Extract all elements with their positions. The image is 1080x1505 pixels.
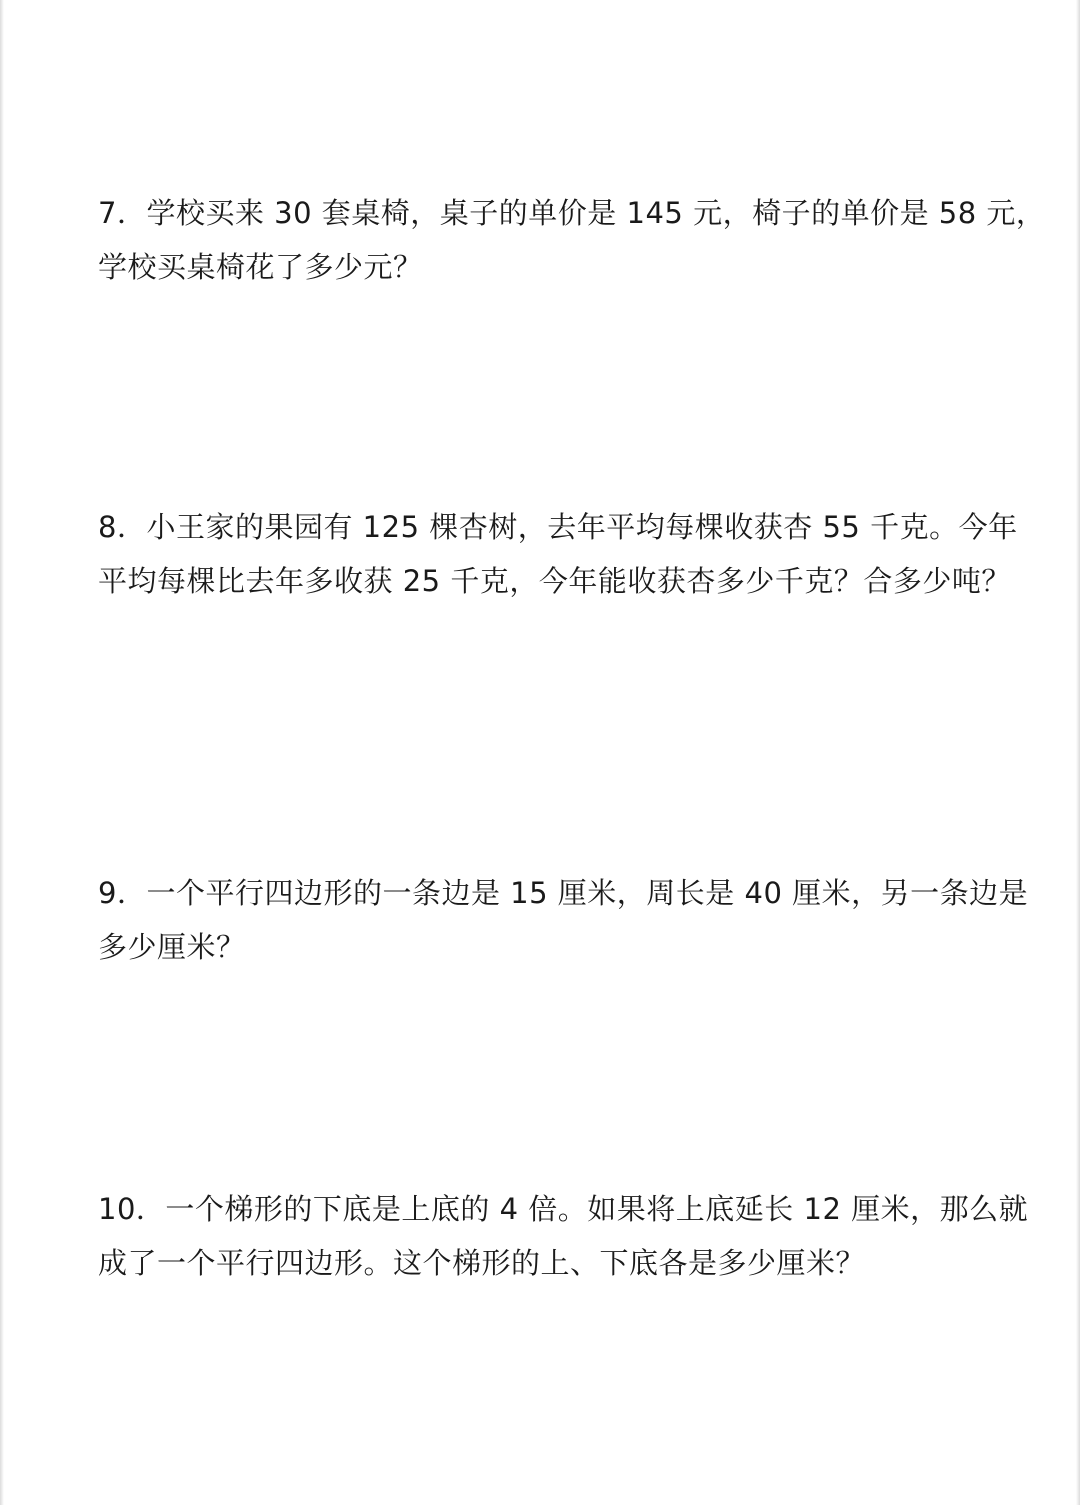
problem-8-line-2: 平均每棵比去年多收获 25 千克，今年能收获杏多少千克？合多少吨？ bbox=[98, 564, 1011, 598]
problem-10-line-2: 成了一个平行四边形。这个梯形的上、下底各是多少厘米？ bbox=[98, 1246, 866, 1280]
problem-9-line-1: 9．一个平行四边形的一条边是 15 厘米，周长是 40 厘米，另一条边是 bbox=[98, 876, 1029, 910]
page-edge bbox=[1076, 0, 1080, 1505]
problem-10-line-1: 10．一个梯形的下底是上底的 4 倍。如果将上底延长 12 厘米，那么就 bbox=[98, 1192, 1029, 1226]
problem-9 bbox=[98, 866, 1029, 974]
page-edge bbox=[0, 0, 4, 1505]
problem-7-line-2: 学校买桌椅花了多少元？ bbox=[98, 250, 423, 284]
problem-7-line-1: 7．学校买来 30 套桌椅，桌子的单价是 145 元，椅子的单价是 58 元， bbox=[98, 196, 1046, 230]
problem-10 bbox=[98, 1182, 1029, 1290]
problem-8 bbox=[98, 500, 1018, 608]
problem-7 bbox=[98, 186, 1046, 294]
problem-9-line-2: 多少厘米？ bbox=[98, 930, 246, 964]
problem-8-line-1: 8．小王家的果园有 125 棵杏树，去年平均每棵收获杏 55 千克。今年 bbox=[98, 510, 1018, 544]
